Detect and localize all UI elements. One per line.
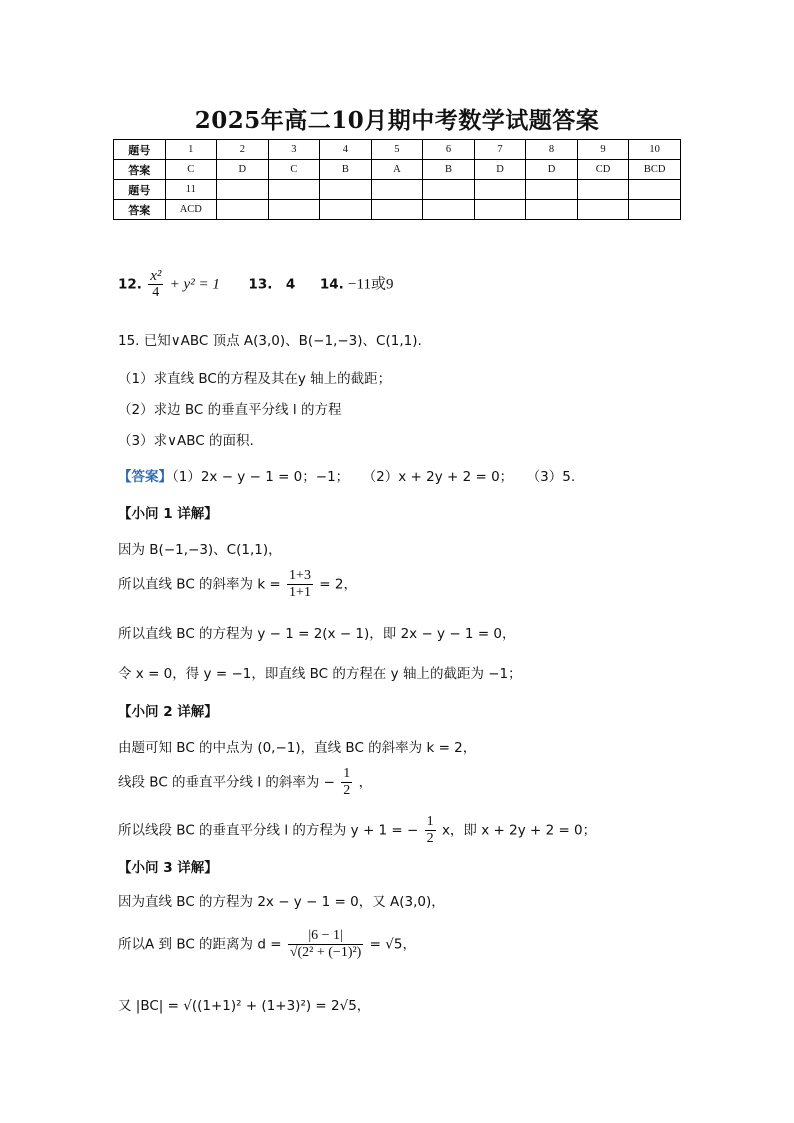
table-cell: 5 <box>371 140 423 160</box>
table-cell: B <box>423 160 475 180</box>
table-cell <box>371 200 423 220</box>
q15-stem: 15. 已知∨ABC 顶点 A(3,0)、B(−1,−3)、C(1,1). <box>118 333 422 349</box>
sol1-line1: 因为 B(−1,−3)、C(1,1)， <box>118 542 282 558</box>
distance-denominator: √(2² + (−1)²) <box>289 945 362 960</box>
table-cell <box>474 200 526 220</box>
q13-answer: 13. 4 <box>248 276 296 293</box>
q12-rest: + y² = 1 <box>169 276 220 293</box>
perp-slope-fraction <box>341 766 352 799</box>
table-cell <box>474 180 526 200</box>
table-cell <box>320 180 372 200</box>
table-cell <box>371 180 423 200</box>
sol1-heading: 【小问 1 详解】 <box>118 506 218 522</box>
sol3-line2 <box>118 928 416 961</box>
bisector-denominator: 2 <box>426 831 434 846</box>
fill-answers <box>118 268 393 301</box>
table-cell: 6 <box>423 140 475 160</box>
sol2-line2 <box>118 766 372 799</box>
sol2-line3-pre: 所以线段 BC 的垂直平分线 l 的方程为 y + 1 = − <box>118 822 419 839</box>
sol1-line2 <box>118 568 357 601</box>
table-cell: 7 <box>474 140 526 160</box>
table-cell: 4 <box>320 140 372 160</box>
table-cell: 10 <box>629 140 681 160</box>
table-cell: 8 <box>526 140 578 160</box>
table-row <box>114 140 681 160</box>
sol2-line2-post: ， <box>358 774 373 791</box>
sol1-line2-post: = 2， <box>319 576 357 593</box>
sol1-line2-pre: 所以直线 BC 的斜率为 k = <box>118 576 281 593</box>
answer-table <box>113 139 681 220</box>
table-cell <box>423 180 475 200</box>
table-cell: ACD <box>165 200 217 220</box>
perp-slope-denominator: 2 <box>343 783 351 798</box>
distance-fraction <box>288 928 364 961</box>
sol1-line3: 所以直线 BC 的方程为 y − 1 = 2(x − 1)，即 2x − y − 1 = 0， <box>118 626 516 642</box>
table-cell <box>217 200 269 220</box>
table-cell: 题号 <box>114 140 166 160</box>
sol3-line2-post: = √5， <box>369 936 416 953</box>
table-cell: BCD <box>629 160 681 180</box>
table-cell <box>577 200 629 220</box>
table-cell: B <box>320 160 372 180</box>
slope-denominator: 1+1 <box>289 585 311 600</box>
table-cell: 9 <box>577 140 629 160</box>
sol3-line3: 又 |BC| = √((1+1)² + (1+3)²) = 2√5， <box>118 998 371 1014</box>
q12-denominator: 4 <box>152 285 160 300</box>
slope-fraction <box>287 568 313 601</box>
table-cell: 3 <box>268 140 320 160</box>
q15-part3: （3）求∨ABC 的面积. <box>118 433 254 449</box>
sol3-line1: 因为直线 BC 的方程为 2x − y − 1 = 0，又 A(3,0)， <box>118 894 445 910</box>
table-row <box>114 160 681 180</box>
bisector-fraction <box>425 814 436 847</box>
table-cell: D <box>217 160 269 180</box>
sol2-heading: 【小问 2 详解】 <box>118 704 218 720</box>
q14-label: 14. <box>319 276 344 293</box>
q14-answer: −11或9 <box>348 276 394 293</box>
table-cell: 2 <box>217 140 269 160</box>
table-cell: 题号 <box>114 180 166 200</box>
sol1-line4: 令 x = 0，得 y = −1，即直线 BC 的方程在 y 轴上的截距为 −1； <box>118 666 522 682</box>
table-cell: CD <box>577 160 629 180</box>
q12-label: 12. <box>118 276 142 293</box>
sol3-line2-pre: 所以A 到 BC 的距离为 d = <box>118 936 282 953</box>
table-cell <box>577 180 629 200</box>
slope-numerator: 1+3 <box>289 568 311 583</box>
table-cell: D <box>526 160 578 180</box>
table-row <box>114 200 681 220</box>
answer-text: （1）2x − y − 1 = 0；−1； （2）x + 2y + 2 = 0； （3）5. <box>172 469 576 485</box>
sol2-line1: 由题可知 BC 的中点为 (0,−1)，直线 BC 的斜率为 k = 2， <box>118 740 477 756</box>
perp-slope-numerator: 1 <box>343 766 351 781</box>
table-cell <box>526 180 578 200</box>
table-cell <box>629 200 681 220</box>
sol2-line3-post: x，即 x + 2y + 2 = 0； <box>441 822 597 839</box>
answer-tag: 【答案】 <box>118 469 172 485</box>
table-cell: C <box>165 160 217 180</box>
table-cell: 11 <box>165 180 217 200</box>
table-cell <box>526 200 578 220</box>
sol2-line2-pre: 线段 BC 的垂直平分线 l 的斜率为 − <box>118 774 335 791</box>
sol2-line3 <box>118 814 596 847</box>
table-cell <box>423 200 475 220</box>
table-cell: 1 <box>165 140 217 160</box>
table-cell <box>268 200 320 220</box>
table-cell: C <box>268 160 320 180</box>
table-cell <box>629 180 681 200</box>
q12-numerator: x² <box>150 268 162 284</box>
sol3-heading: 【小问 3 详解】 <box>118 860 218 876</box>
distance-numerator: |6 − 1| <box>288 928 364 945</box>
table-cell <box>320 200 372 220</box>
table-row <box>114 180 681 200</box>
table-cell: D <box>474 160 526 180</box>
table-cell: 答案 <box>114 200 166 220</box>
q15-part1: （1）求直线 BC的方程及其在y 轴上的截距； <box>118 371 392 387</box>
table-cell <box>268 180 320 200</box>
page-title: 2025年高二10月期中考数学试题答案 <box>194 107 600 134</box>
table-cell <box>217 180 269 200</box>
table-cell: A <box>371 160 423 180</box>
bisector-numerator: 1 <box>426 814 434 829</box>
q15-answer <box>118 465 575 485</box>
table-cell: 答案 <box>114 160 166 180</box>
q15-part2: （2）求边 BC 的垂直平分线 l 的方程 <box>118 402 342 418</box>
q12-fraction <box>148 268 163 301</box>
